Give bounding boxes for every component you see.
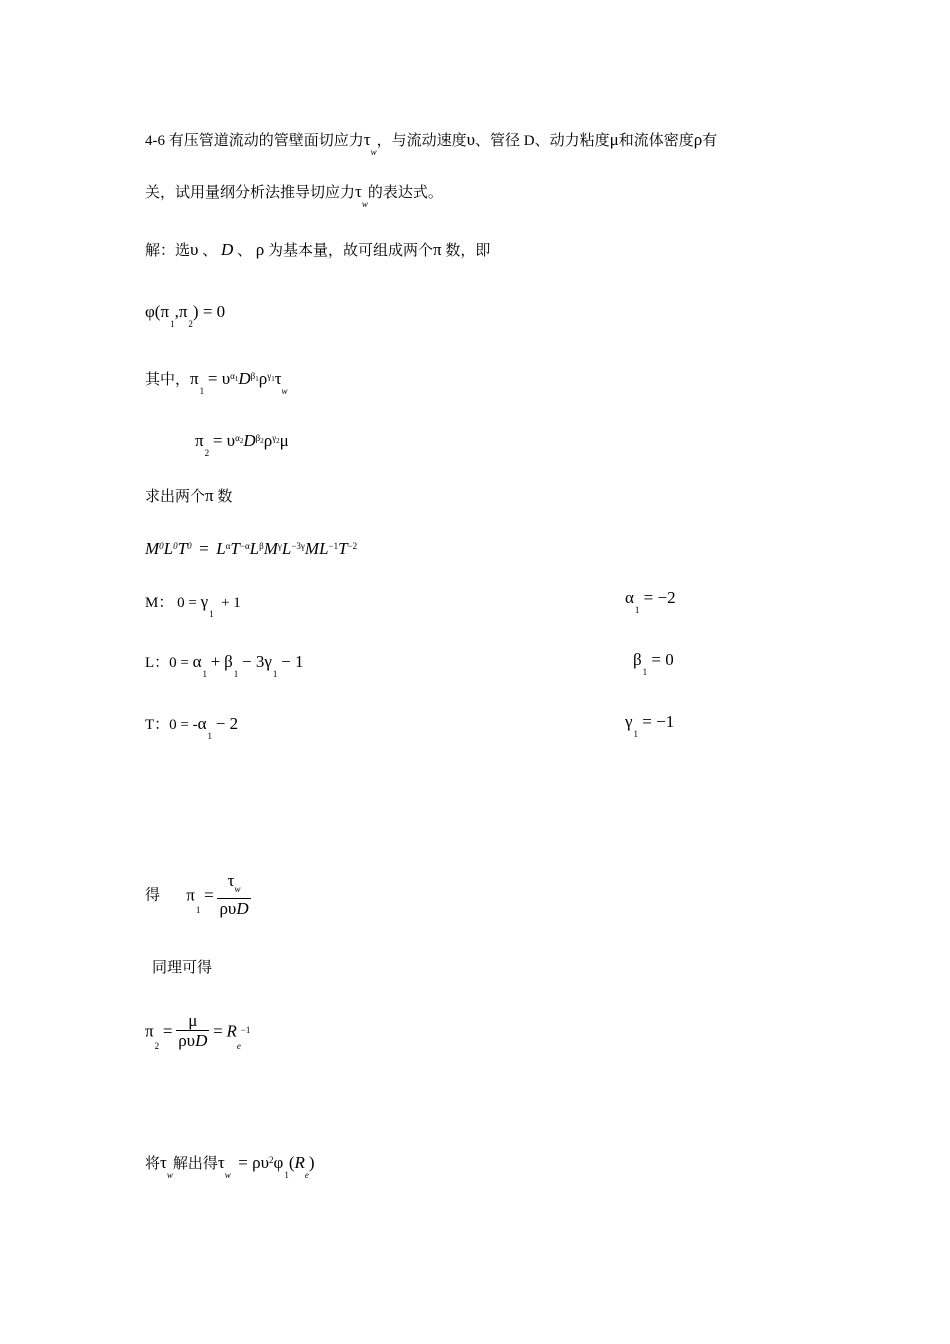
solution-intro: 解：选υ 、 D 、 ρ 为基本量，故可组成两个π 数，即 xyxy=(145,240,491,259)
beta1-result: $\beta_1 = 0$ xyxy=(633,650,674,677)
phi-equation: $\varphi(\pi_1,\pi_2) = 0$ xyxy=(145,302,226,329)
pi2-result: $\pi_2$ = $\frac{\mu}{\text{ρυD}}$ = $R_e^{-1}$ xyxy=(145,1011,251,1051)
pi2-definition: $\pi_2 = \upsilon^{\alpha 2}D^{\beta 2}\rho^{\gamma 2}\mu$ xyxy=(195,431,289,458)
l-equation: L：$0 = \alpha_1 + \beta_1 - 3\gamma_1 - 1$ xyxy=(145,652,304,679)
problem-line-1: 4-6 有压管道流动的管壁面切应力$\tau_w$，与流动速度υ、管径 D、动力粘度μ和流体密度ρ有 xyxy=(145,130,718,157)
problem-line-2: 关，试用量纲分析法推导切应力$\tau_w$的表达式。 xyxy=(145,182,443,209)
find-pi-numbers: 求出两个π 数 xyxy=(145,486,233,505)
pi1-fraction: $\frac{\tau_w}{\text{ρυD}}$ xyxy=(219,871,249,918)
dimension-equation: $M^0L^0T^0 = L^\alpha T^{-\alpha}L^\beta M^\gamma L^{-3\gamma}ML^{-1}T^{-2}$ xyxy=(145,539,358,558)
final-expression: 将$\tau_w$解出得$\tau_w = \rho\upsilon^2\varphi_1(R_e)$ xyxy=(145,1153,315,1180)
alpha1-result: $\alpha_1 = -2$ xyxy=(625,588,676,615)
pi2-fraction: $\frac{\mu}{\text{ρυD}}$ xyxy=(178,1011,208,1050)
m-equation: M： $0 = \gamma_1 + 1$ xyxy=(145,592,241,619)
t-equation: T：$0 = -\alpha_1 - 2$ xyxy=(145,714,239,741)
similarly-text: 同理可得 xyxy=(152,960,213,976)
pi1-result: 得 $\pi_1$ = $\frac{\tau_w}{\text{ρυD}}$ xyxy=(145,871,249,918)
pi1-definition: 其中，$\pi_1 = \upsilon^{\alpha 1}D^{\beta 1}\rho^{\gamma 1}\tau_w$ xyxy=(145,369,288,396)
gamma1-result: $\gamma_1 = -1$ xyxy=(625,712,675,739)
